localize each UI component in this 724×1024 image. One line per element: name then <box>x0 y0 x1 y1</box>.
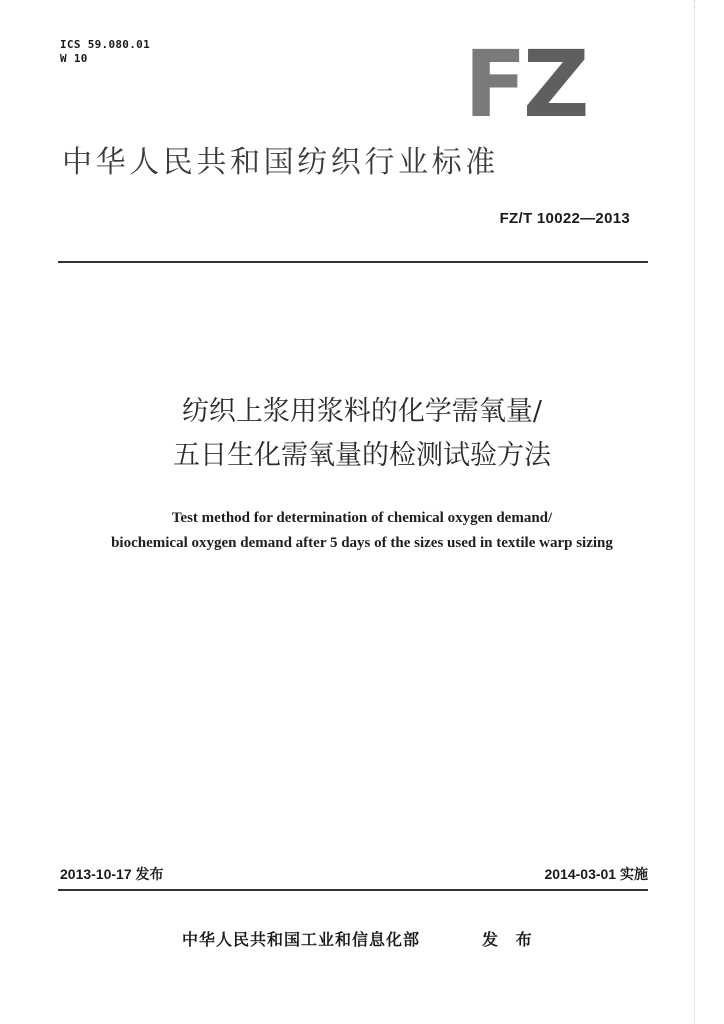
ccs-code: W 10 <box>60 52 88 65</box>
ics-code: ICS 59.080.01 <box>60 38 150 51</box>
scan-edge-line <box>694 0 695 1024</box>
standard-number: FZ/T 10022—2013 <box>499 210 630 227</box>
bottom-divider <box>58 889 648 891</box>
standard-authority-heading: 中华人民共和国纺织行业标准 <box>62 145 499 180</box>
classification-codes <box>60 38 150 66</box>
chinese-title-line-2: 五日生化需氧量的检测试验方法 <box>173 440 551 471</box>
english-title <box>40 506 684 556</box>
top-divider <box>58 261 648 263</box>
implementation-date: 2014-03-01 实施 <box>544 866 648 882</box>
english-title-line-2: biochemical oxygen demand after 5 days of the sizes used in textile warp sizing <box>111 535 613 551</box>
chinese-title <box>60 390 664 478</box>
english-title-line-1: Test method for determination of chemical oxygen demand/ <box>171 510 553 526</box>
fz-logo <box>464 31 614 138</box>
logo-letter-f: F <box>464 31 523 138</box>
issue-date: 2013-10-17 发布 <box>60 866 164 882</box>
issued-label: 发 布 <box>482 930 538 949</box>
issuing-ministry: 中华人民共和国工业和信息化部 <box>182 930 421 949</box>
chinese-title-line-1: 纺织上浆用浆料的化学需氧量/ <box>181 396 543 427</box>
logo-letter-z: Z <box>522 31 586 138</box>
